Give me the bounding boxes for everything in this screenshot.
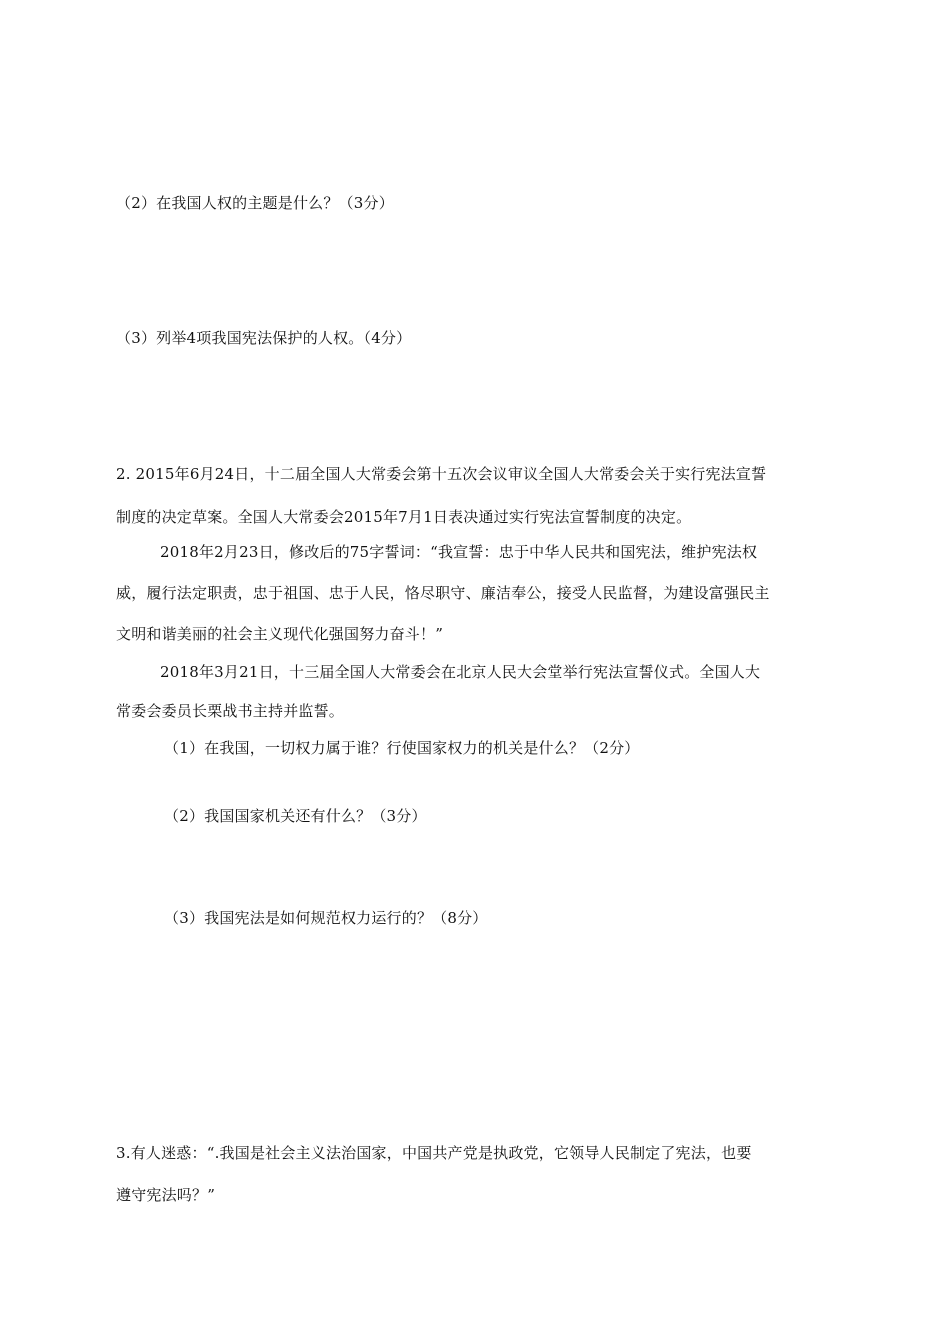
question-2-3: （3）我国宪法是如何规范权力运行的？（8分） — [164, 909, 488, 927]
passage-2-para2-line3: 文明和谐美丽的社会主义现代化强国努力奋斗！” — [116, 625, 444, 643]
passage-2-para1-line1: 2. 2015年6月24日，十二届全国人大常委会第十五次会议审议全国人大常委会关于实行宪法宣誓 — [116, 465, 767, 483]
passage-2-para1-line2: 制度的决定草案。全国人大常委会2015年7月1日表决通过实行宪法宣誓制度的决定。 — [116, 508, 692, 526]
passage-2-para3-line1: 2018年3月21日，十三届全国人大常委会在北京人民大会堂举行宪法宣誓仪式。全国人大 — [160, 663, 761, 681]
question-2-1: （1）在我国，一切权力属于谁？行使国家权力的机关是什么？（2分） — [164, 739, 640, 757]
passage-3-line1: 3.有人迷惑：“.我国是社会主义法治国家，中国共产党是执政党，它领导人民制定了宪法，也要 — [116, 1144, 752, 1162]
question-2-2: （2）我国国家机关还有什么？（3分） — [164, 807, 427, 825]
passage-2-para2-line1: 2018年2月23日，修改后的75字誓词：“我宣誓：忠于中华人民共和国宪法，维护宪法权 — [160, 543, 758, 561]
passage-2-para2-line2: 威，履行法定职责，忠于祖国、忠于人民，恪尽职守、廉洁奉公，接受人民监督，为建设富强民主 — [116, 584, 770, 602]
question-1-2: （2）在我国人权的主题是什么？（3分） — [116, 194, 394, 212]
passage-3-line2: 遵守宪法吗？” — [116, 1186, 216, 1204]
passage-2-para3-line2: 常委会委员长栗战书主持并监誓。 — [116, 702, 345, 720]
question-1-3: （3）列举4项我国宪法保护的人权。（4分） — [116, 329, 412, 347]
